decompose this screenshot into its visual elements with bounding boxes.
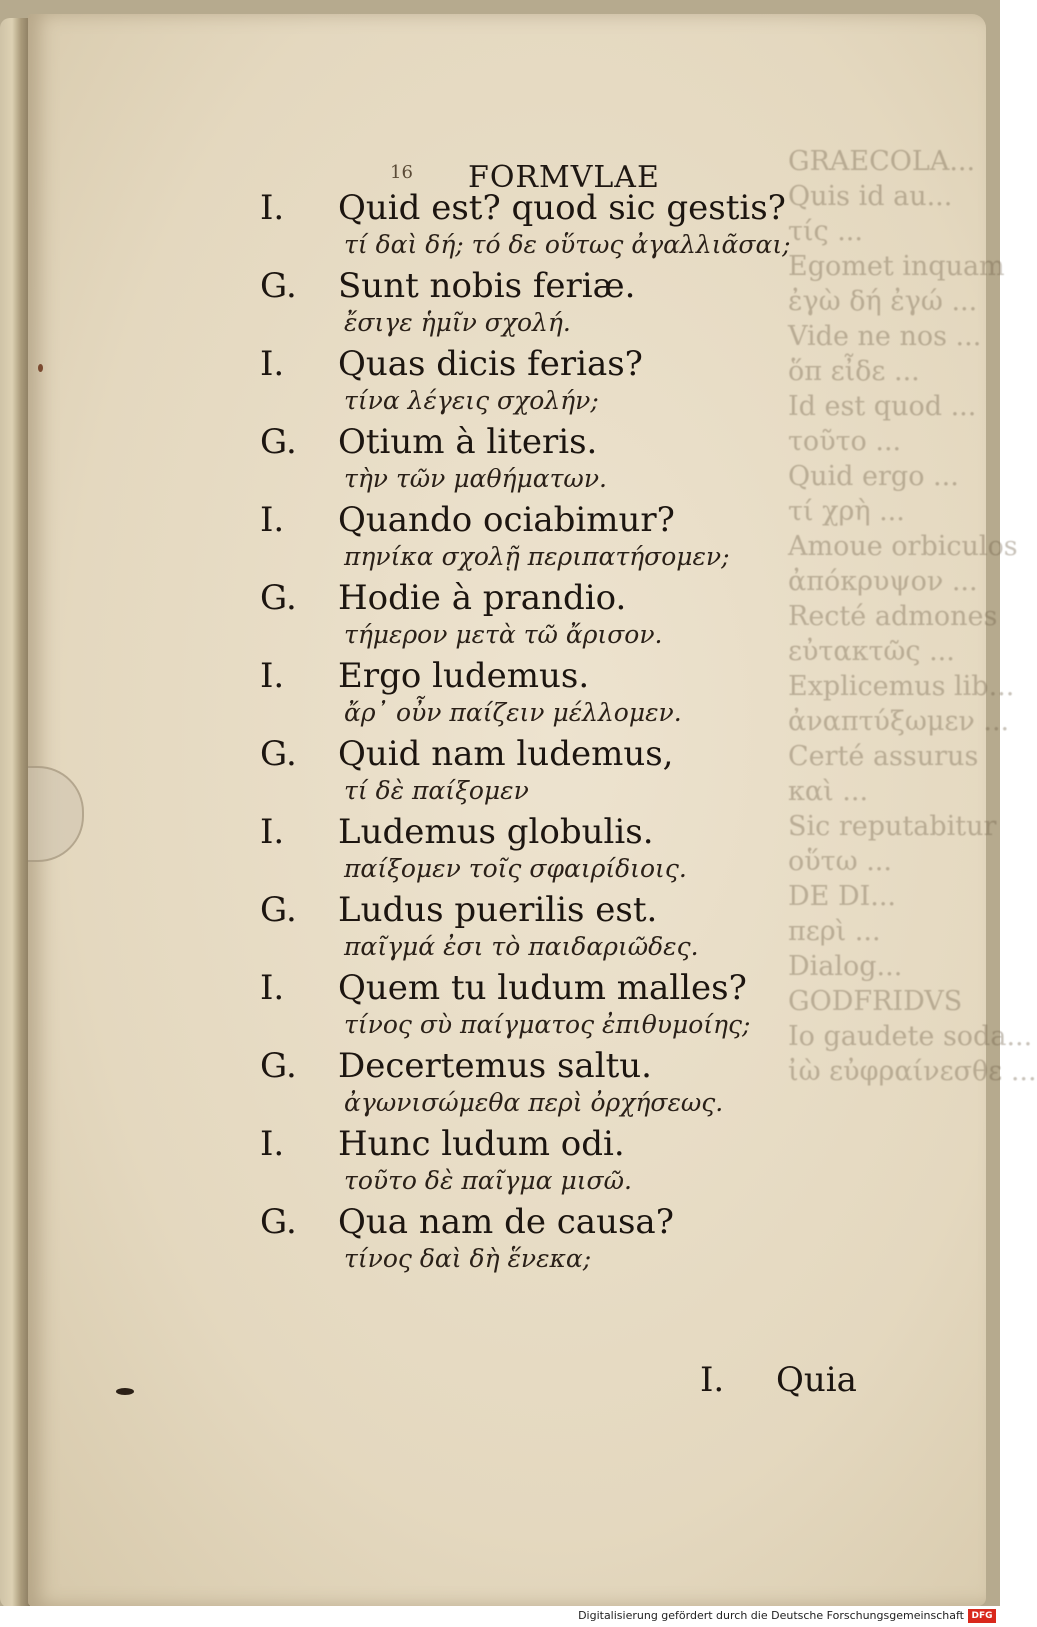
show-through-line: Vide ne nos ... [788,321,982,352]
show-through-line: DE DI... [788,881,896,912]
speaker-initial: G. [260,1202,297,1242]
show-through-line: οὕτω ... [788,846,892,877]
latin-line: Qua nam de causa? [338,1202,674,1242]
show-through-line: GODFRIDVS [788,986,963,1017]
book-edge [0,18,30,1608]
show-through-line: ἀπόκρυψον ... [788,566,978,597]
show-through-line: Amoue orbiculos [788,531,1018,562]
dialogue-entry [28,344,928,424]
dialogue-entry [28,578,928,658]
show-through-line: τί χρὴ ... [788,496,905,527]
digitization-footer [0,1606,1000,1627]
show-through-line: Quid ergo ... [788,461,959,492]
speaker-initial: I. [260,1124,285,1164]
dfg-logo: DFG [968,1609,996,1623]
greek-line: ἀγωνισώμεθα περὶ ὀρχήσεως. [344,1088,724,1117]
latin-line: Ergo ludemus. [338,656,590,696]
greek-line: τίνα λέγεις σχολήν; [344,386,599,415]
greek-line: τίνος σὺ παίγματος ἐπιθυμοίης; [344,1010,751,1039]
latin-line: Otium à literis. [338,422,598,462]
latin-line: Quid est? quod sic gestis? [338,188,786,228]
latin-line: Hunc ludum odi. [338,1124,625,1164]
dialogue-entry [28,968,928,1048]
dialogue-entry [28,1202,928,1282]
speaker-initial: G. [260,890,297,930]
speaker-initial: I. [260,188,285,228]
latin-line: Quid nam ludemus, [338,734,674,774]
dialogue-entry [28,734,928,814]
dialogue-entry [28,422,928,502]
folio-number: 16 [390,162,413,183]
show-through-line: καὶ ... [788,776,869,807]
latin-line: Decertemus saltu. [338,1046,652,1086]
greek-line: τὴν τῶν μαθήματων. [344,464,607,493]
show-through-line: Io gaudete soda... [788,1021,1033,1052]
speaker-initial: G. [260,422,297,462]
show-through-line: ἀναπτύξωμεν ... [788,706,1010,737]
catchword: Quia [776,1360,857,1400]
ink-blot [116,1388,134,1395]
speaker-initial: I. [260,656,285,696]
dialogue-entry [28,500,928,580]
greek-line: πηνίκα σχολῇ περιπατήσομεν; [344,542,730,571]
show-through-line: ὅπ εἶδε ... [788,356,920,387]
show-through-line: Explicemus lib... [788,671,1015,702]
greek-line: ἔσιγε ἡμῖν σχολή. [344,308,571,337]
show-through-line: τίς ... [788,216,863,247]
show-through-line: GRAECOLA... [788,146,976,177]
dialogue-entry [28,266,928,346]
greek-line: παῖγμά ἐσι τὸ παιδαριῶδες. [344,932,699,961]
speaker-initial: I. [260,344,285,384]
dialogue-entry [28,890,928,970]
ink-speck [38,364,43,372]
speaker-initial: I. [260,812,285,852]
dialogue-entry [28,1046,928,1126]
latin-line: Sunt nobis feriæ. [338,266,636,306]
show-through-line: Certé assurus [788,741,979,772]
greek-line: τήμερον μετὰ τῶ ἄρισον. [344,620,663,649]
show-through-line: ἐγὼ δή ἐγώ ... [788,286,978,317]
show-through-line: Egomet inquam [788,251,1005,282]
show-through-line: Id est quod ... [788,391,977,422]
latin-line: Ludus puerilis est. [338,890,658,930]
greek-line: τοῦτο δὲ παῖγμα μισῶ. [344,1166,632,1195]
latin-line: Quas dicis ferias? [338,344,643,384]
speaker-initial: G. [260,266,297,306]
dialogue-entry [28,1124,928,1204]
dialogue-entry [28,188,928,268]
show-through-line: Dialog... [788,951,903,982]
latin-line: Ludemus globulis. [338,812,654,852]
book-page [28,14,1037,1606]
show-through-line: Recté admones [788,601,998,632]
dialogue-entry [28,656,928,736]
speaker-initial: I. [260,968,285,1008]
speaker-initial: G. [260,1046,297,1086]
greek-line: ἄρ᾽ οὖν παίζειν μέλλομεν. [344,698,682,727]
greek-line: παίξομεν τοῖς σφαιρίδιοις. [344,854,687,883]
latin-line: Quem tu ludum malles? [338,968,747,1008]
show-through-line: τοῦτο ... [788,426,902,457]
greek-line: τί δὲ παίξομεν [344,776,529,805]
latin-line: Quando ociabimur? [338,500,675,540]
greek-line: τί δαὶ δή; τό δε οὕτως ἀγαλλιᾶσαι; [344,230,791,259]
running-head: FORMVLAE [468,160,660,195]
speaker-initial: I. [260,500,285,540]
speaker-initial: G. [260,578,297,618]
catchword-speaker: I. [700,1360,725,1400]
show-through-line: Quis id au... [788,181,953,212]
show-through-line: εὐτακτῶς ... [788,636,955,667]
show-through-line: ἰὼ εὐφραίνεσθε ... [788,1056,1037,1087]
latin-line: Hodie à prandio. [338,578,627,618]
speaker-initial: G. [260,734,297,774]
dialogue-entry [28,812,928,892]
footer-credit: Digitalisierung gefördert durch die Deutsche Forschungsgemeinschaft [578,1609,964,1622]
show-through-line: περὶ ... [788,916,881,947]
greek-line: τίνος δαὶ δὴ ἕνεκα; [344,1244,592,1273]
show-through-line: Sic reputabitur [788,811,997,842]
